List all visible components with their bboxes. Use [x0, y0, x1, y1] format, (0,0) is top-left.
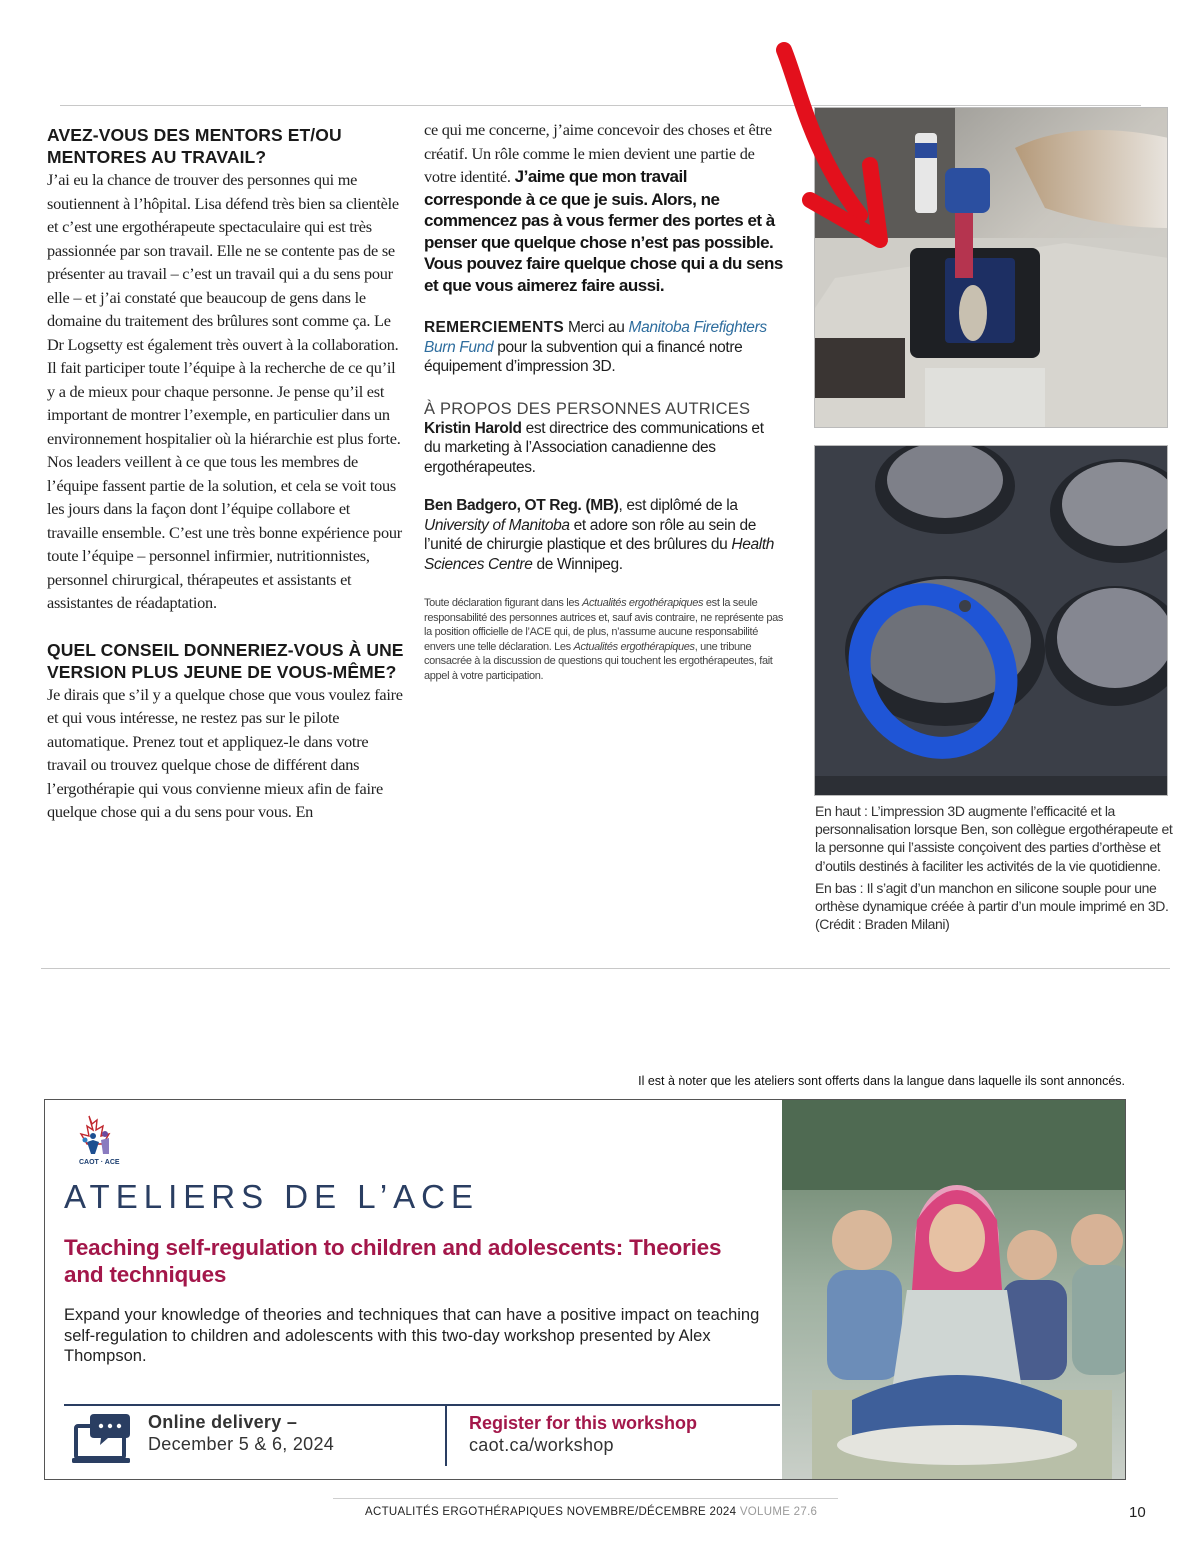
caption-top: En haut : L’impression 3D augmente l’efficacité et la personnalisation lorsque Ben, son collègue ergothérapeute et la personne qui l’assiste conçoivent des parties d’orthèse et d’outils destinés à faciliter les activités de la vie quotidienne.: [815, 803, 1173, 874]
register-url-link[interactable]: caot.ca/workshop: [469, 1435, 614, 1455]
workshop-title: Teaching self-regulation to children and adolescents: Theories and techniques: [64, 1235, 722, 1287]
answer-mentors: J’ai eu la chance de trouver des personnes qui me soutiennent à l’hôpital. Lisa défend très bien sa clientèle et c’est une ergothérapeute spectaculaire qui est très passionnée par son travail. Elle ne se contente pas de se présenter au travail – c’est un travail qui a du sens pour elle – et j’ai constaté que beaucoup de gens dans le domaine du traitement des brûlures sont comme ça. Le Dr Logsetty est également très ouvert à la collaboration. Il fait participer toute l’équipe à la recherche de ce qu’il y a de mieux pour chaque personne. Je pense qu’il est important de montrer l’exemple, en particulier dans un environnement hospitalier où la hiérarchie est plus forte. Nos leaders veillent à ce que tous les membres de l’équipe fassent partie de la solution, et cela se voit tous les jours dans la façon dont l’équipe collabore et travaille ensemble. C’est une très bonne expérience pour toute l’équipe – personnel infirmier, nutritionnistes, personnel chirurgical, thérapeutes et assistants et assistantes de réadaptation.: [47, 170, 402, 612]
caption-bottom: En bas : Il s’agit d’un manchon en silicone souple pour une orthèse dynamique créée à partir d’un moule imprimé en 3D. (Crédit : Braden Milani): [815, 879, 1169, 933]
page-number: 10: [1129, 1504, 1146, 1521]
section-divider: [41, 968, 1170, 969]
hospital-name: Health Sciences Centre: [424, 536, 775, 573]
acknowledgements-pre: Merci au: [567, 319, 625, 336]
top-divider: [60, 105, 1141, 106]
footer-divider: [333, 1498, 838, 1499]
caot-logo: [65, 1110, 135, 1172]
article-column-2: [424, 118, 784, 683]
page-footer: [365, 1506, 817, 1518]
delivery-dates: December 5 & 6, 2024: [148, 1434, 335, 1454]
workshop-language-note: Il est à noter que les ateliers sont offerts dans la langue dans laquelle ils sont annoncés.: [638, 1074, 1125, 1088]
photo-silicone-sleeve-mold: [814, 445, 1168, 796]
delivery-label: Online delivery –: [148, 1412, 298, 1432]
acknowledgements: [424, 318, 784, 377]
photo-captions: [815, 802, 1175, 933]
footer-publication: ACTUALITÉS ERGOTHÉRAPIQUES: [365, 1506, 564, 1518]
workshop-info-separator: [445, 1406, 447, 1466]
disclaimer-a: Toute déclaration figurant dans les: [424, 597, 580, 609]
workshop-series-title: ATELIERS DE L’ACE: [64, 1178, 480, 1215]
caot-logo-text: CAOT · ACE: [79, 1159, 120, 1166]
author-bio-kristin-text: est directrice des communications et du marketing à l’Association canadienne des ergothérapeutes.: [424, 419, 764, 476]
photo-silicone-sleeve-illustration: [815, 446, 1168, 796]
author-bio-ben: [424, 496, 784, 574]
author-bio-kristin: [424, 419, 784, 478]
disclaimer-publication-1: Actualités ergothérapiques: [582, 597, 704, 609]
acknowledgements-post: pour la subvention qui a financé notre équipement d’impression 3D.: [424, 338, 743, 375]
workshop-photo-child-meditating: [782, 1100, 1125, 1479]
author-bio-ben-b: et adore son rôle au sein de l’unité de chirurgie plastique et des brûlures du: [424, 516, 756, 553]
workshop-info-divider: [64, 1404, 780, 1406]
question-heading-mentors: AVEZ-VOUS DES MENTORS ET/OU MENTORES AU TRAVAIL?: [47, 125, 342, 167]
red-arrow-annotation: [820, 30, 960, 250]
author-name-kristin: Kristin Harold: [424, 419, 522, 437]
workshop-description: Expand your knowledge of theories and techniques that can have a positive impact on teaching self-regulation to children and adolescents with this two-day workshop presented by Alex Thompson.: [64, 1306, 760, 1365]
caot-logo-icon: [65, 1110, 135, 1172]
acknowledgements-label: REMERCIEMENTS: [424, 319, 564, 336]
answer-advice: Je dirais que s’il y a quelque chose que vous voulez faire et qui vous intéresse, ne restez pas sur le pilote automatique. Prenez tout et appliquez-le dans votre travail ou trouvez quelque chose de différent dans l’ergothérapie qui vous convienne mieux afin de faire quelque chose qui a du sens pour vous. En: [47, 684, 403, 821]
question-heading-advice: QUEL CONSEIL DONNERIEZ-VOUS À UNE VERSION PLUS JEUNE DE VOUS-MÊME?: [47, 639, 404, 682]
disclaimer-publication-2: Actualités ergothérapiques: [573, 640, 695, 653]
article-column-1: [47, 124, 404, 824]
author-name-ben: Ben Badgero, OT Reg. (MB): [424, 497, 619, 514]
child-meditating-illustration: [782, 1100, 1125, 1479]
author-bio-ben-c: de Winnipeg.: [536, 555, 623, 573]
footer-volume: VOLUME 27.6: [739, 1506, 818, 1518]
fund-name-link[interactable]: Manitoba Firefighters Burn Fund: [424, 319, 767, 356]
disclaimer-c: , une tribune consacrée à la discussion de questions qui touchent les ergothérapeutes, fait appel à votre participation.: [424, 640, 773, 682]
about-authors-heading: À PROPOS DES PERSONNES AUTRICES: [424, 399, 751, 418]
university-name: University of Manitoba: [424, 516, 570, 534]
workshop-ad-content: [45, 1100, 782, 1479]
disclaimer-b: est la seule responsabilité des personnes autrices et, sauf avis contraire, ne représente pas la position officielle de l’ACE qui, de plus, n’assume aucune responsabilité envers une telle déclaration. Les: [424, 597, 784, 653]
advice-continuation: [424, 118, 784, 296]
advice-continuation-text: ce qui me concerne, j’aime concevoir des choses et être créatif. Un rôle comme le mien devient une partie de votre identité.: [424, 120, 772, 186]
laptop-chat-icon: [70, 1412, 134, 1466]
online-delivery-icon: [70, 1412, 134, 1466]
advice-pull-quote: J’aime que mon travail corresponde à ce que je suis. Alors, ne commencez pas à vous fermer des portes et à penser que quelque chose n’est pas possible. Vous pouvez faire quelque chose qui a du sens et que vous aimerez faire aussi.: [424, 167, 783, 295]
workshop-ad[interactable]: [44, 1099, 1126, 1480]
author-bio-ben-a: , est diplômé de la: [618, 497, 738, 514]
disclaimer: [424, 596, 784, 683]
register-workshop-link[interactable]: Register for this workshop: [469, 1413, 698, 1433]
footer-issue: NOVEMBRE/DÉCEMBRE 2024: [566, 1506, 737, 1518]
